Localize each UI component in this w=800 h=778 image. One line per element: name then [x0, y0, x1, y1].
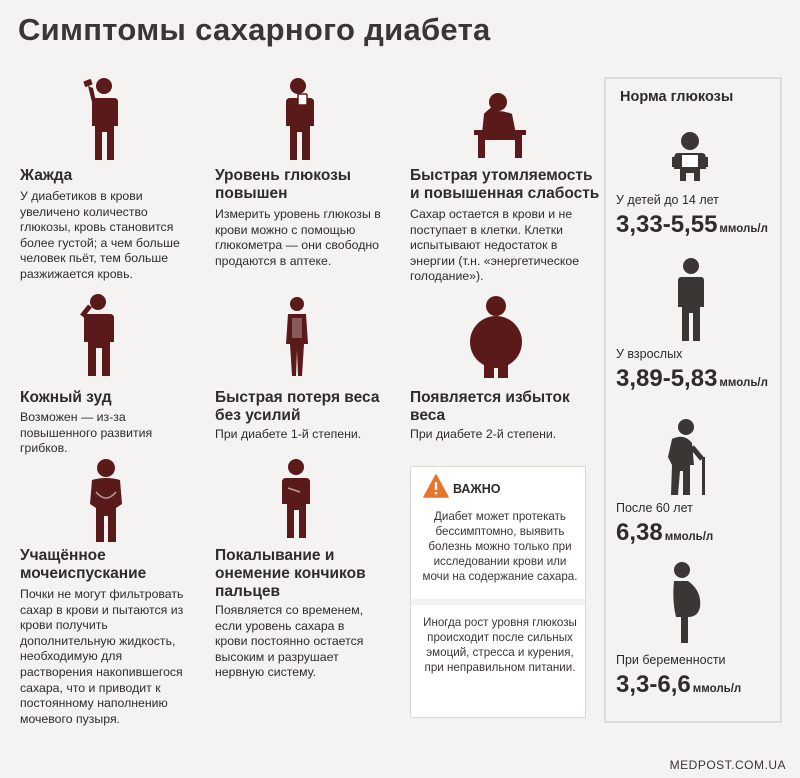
- important-box: [410, 466, 586, 718]
- symptom-text-itching: Возможен — из-за повышенного развития грибков.: [20, 410, 153, 456]
- adult-icon: [676, 257, 706, 341]
- symptom-text-glucose: Измерить уровень глюкозы в крови можно с помощью глюкометра — они свободно продаются в аптеке.: [215, 207, 381, 268]
- norm-unit-adults: ммоль/л: [719, 377, 768, 389]
- symptom-title-numbness: Покалывание и онемение кончиков пальцев: [215, 547, 366, 600]
- norm-number-adults: 3,89-5,83: [616, 365, 718, 392]
- symptom-title-thirst: Жажда: [20, 167, 73, 184]
- norm-value-pregnancy: [616, 671, 741, 699]
- page-title: Симптомы сахарного диабета: [18, 12, 491, 47]
- important-text-2: Иногда рост уровня глюкозы происходит после сильных эмоций, стресса и курения, при неправильном питании.: [423, 616, 577, 674]
- symptom-title-fatigue: Быстрая утомляемость и повышенная слабость: [410, 167, 600, 202]
- norm-value-children: [616, 211, 768, 239]
- overweight-person-icon: [466, 294, 526, 378]
- pregnant-woman-icon: [666, 561, 706, 643]
- glucometer-person-icon: [282, 76, 318, 160]
- glucose-norm-panel: [604, 77, 782, 723]
- urination-person-icon: [86, 458, 126, 542]
- norm-number-children: 3,33-5,55: [616, 211, 718, 238]
- symptom-text-fatigue: Сахар остается в крови и не поступает в клетки. Клетки испытывают недостаток в энергии (т.н. «энергетическое голодание»).: [410, 207, 580, 284]
- symptom-title-itching: Кожный зуд: [20, 389, 112, 406]
- symptom-title-urination: Учащённое мочеиспускание: [20, 547, 147, 582]
- thin-person-icon: [282, 296, 312, 376]
- important-heading: ВАЖНО: [453, 482, 501, 496]
- drinking-person-icon: [80, 76, 124, 160]
- symptom-text-urination: Почки не могут фильтровать сахар в крови и пытаются из крови получить дополнительную жидкость, необходимую для растворения накопившегося сахара, что и приводит к постоянному наполнению мочевого пузыря.: [20, 587, 184, 726]
- symptom-title-glucose: Уровень глюкозы повышен: [215, 167, 352, 202]
- warning-icon: [423, 474, 449, 498]
- norm-label-over60: После 60 лет: [616, 501, 693, 515]
- norm-unit-pregnancy: ммоль/л: [692, 683, 742, 695]
- elderly-person-icon: [662, 417, 712, 495]
- norm-unit-over60: ммоль/л: [664, 531, 714, 543]
- symptom-title-overweight: Появляется избыток веса: [410, 389, 570, 424]
- symptom-text-thirst: У диабетиков в крови увеличено количество глюкозы, кровь становится более густой; а чем больше человек пьёт, тем больше разжижается кровь.: [20, 189, 180, 281]
- norm-number-over60: 6,38: [616, 519, 663, 546]
- norm-value-over60: [616, 519, 713, 547]
- norm-value-adults: [616, 365, 768, 393]
- norm-label-children: У детей до 14 лет: [616, 193, 719, 207]
- norm-label-pregnancy: При беременности: [616, 653, 726, 667]
- norm-title: Норма глюкозы: [620, 89, 734, 105]
- numbness-person-icon: [280, 458, 312, 538]
- site-credit: MEDPOST.COM.UA: [669, 758, 786, 772]
- norm-unit-children: ммоль/л: [719, 223, 768, 235]
- symptom-title-weight-loss: Быстрая потеря веса без усилий: [215, 389, 380, 424]
- norm-number-pregnancy: 3,3-6,6: [616, 671, 691, 698]
- itching-person-icon: [80, 292, 116, 376]
- symptom-text-weight-loss: При диабете 1-й степени.: [215, 427, 362, 441]
- symptom-text-overweight: При диабете 2-й степени.: [410, 427, 557, 441]
- important-divider: [411, 599, 585, 605]
- baby-icon: [670, 131, 710, 187]
- tired-sitting-person-icon: [470, 90, 530, 158]
- important-text-1: Диабет может протекать бессимптомно, выявить болезнь можно только при исследовании крови или мочи на содержание сахара.: [422, 510, 578, 583]
- norm-label-adults: У взрослых: [616, 347, 683, 361]
- symptom-text-numbness: Появляется со временем, если уровень сахара в крови постоянно остается высоким и разрушает нервную систему.: [215, 603, 364, 680]
